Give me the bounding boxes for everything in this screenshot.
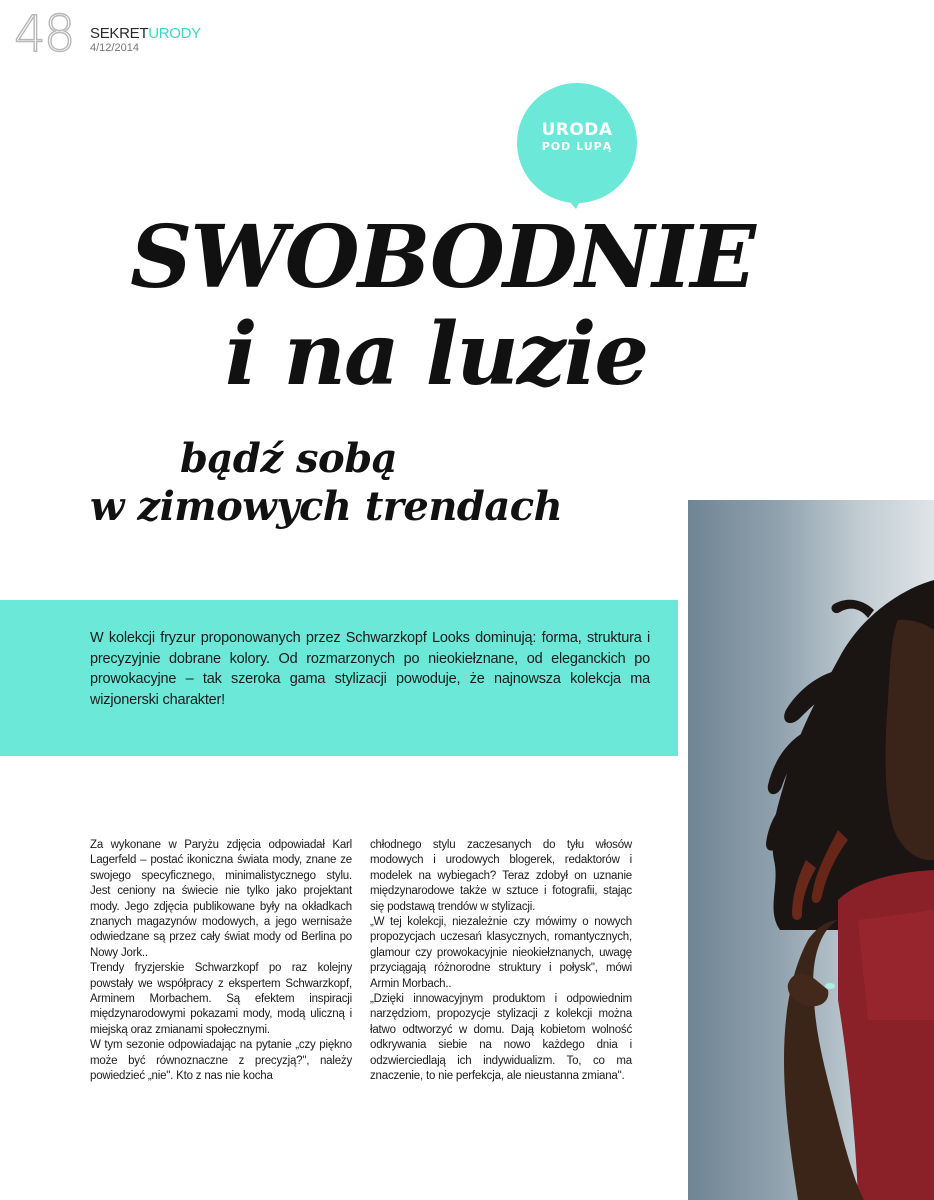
subheadline-line1: bądź sobą	[180, 435, 398, 482]
issue-date: 4/12/2014	[90, 42, 139, 54]
page-number: 48	[14, 5, 74, 63]
section-badge	[514, 83, 640, 209]
headline-line1: SWOBODNIE	[130, 207, 754, 308]
body-paragraph: W tym sezonie odpowiadając na pytanie „czy piękno może być równoznaczne z precyzją?", należy powiedzieć „nie". Kto z nas nie kocha	[90, 1039, 352, 1083]
body-column-1	[90, 838, 352, 1085]
body-paragraph: Za wykonane w Paryżu zdjęcia odpowiadał Karl Lagerfeld – postać ikoniczna świata mody, znane ze swojego specyficznego, minimalistycznego stylu. Jest ceniony na świecie nie tylko jako projektant mody. Jego zdjęcia publikowane były na okładkach znanych magazynów modowych, a jego wernisaże odwiedzane są przez cały świat mody od Berlina po Nowy Jork..	[90, 839, 352, 959]
model-photo	[688, 500, 934, 1200]
magazine-name-part1: SEKRET	[90, 25, 149, 42]
body-paragraph: chłodnego stylu zaczesanych do tyłu włosów modowych i urodowych blogerek, redaktorów i modelek na wybiegach? Teraz zdobył on uznanie międzynarodowe także w sztuce i fotografii, stając się podstawą trendów w stylizacji.	[370, 839, 632, 913]
magazine-name-part2: URODY	[148, 25, 201, 42]
badge-line1: URODA	[541, 120, 613, 140]
lead-paragraph: W kolekcji fryzur proponowanych przez Schwarzkopf Looks dominują: forma, struktura i precyzyjnie dobrane kolory. Od rozmarzonych po nieokiełznane, od eleganckich po prowokacyjne – tak szeroka gama stylizacji powoduje, że najnowsza kolekcja ma wizjonerski charakter!	[90, 630, 650, 708]
subheadline-line2: w zimowych trendach	[90, 483, 563, 530]
model-illustration	[688, 500, 934, 1200]
body-paragraph: Trendy fryzjerskie Schwarzkopf po raz kolejny powstały we współpracy z ekspertem Schwarzkopf, Arminem Morbachem. Są efektem inspiracji międzynarodowymi pokazami mody, modą uliczną i miejską oraz zmianami społecznymi.	[90, 962, 352, 1036]
headline-line2: i na luzie	[224, 304, 648, 405]
body-paragraph: „Dzięki innowacyjnym produktom i odpowiednim narzędziom, propozycje stylizacji z kolekcji można łatwo odtworzyć w domu. Dają kobietom wolność odkrywania siebie na nowo każdego dnia i odzwierciedlają ich indywidualizm. To, co ma znaczenie, to nie perfekcja, ale nieustanna zmiana".	[370, 993, 632, 1083]
body-column-2	[370, 838, 632, 1085]
body-paragraph: „W tej kolekcji, niezależnie czy mówimy o nowych propozycjach uczesań klasycznych, romantycznych, glamour czy prowokacyjnie nieokiełznanych, uwagę przyciągają różnorodne struktury i połysk", mówi Armin Morbach..	[370, 916, 632, 990]
magazine-name	[90, 26, 201, 42]
badge-line2: POD LUPĄ	[541, 140, 613, 153]
